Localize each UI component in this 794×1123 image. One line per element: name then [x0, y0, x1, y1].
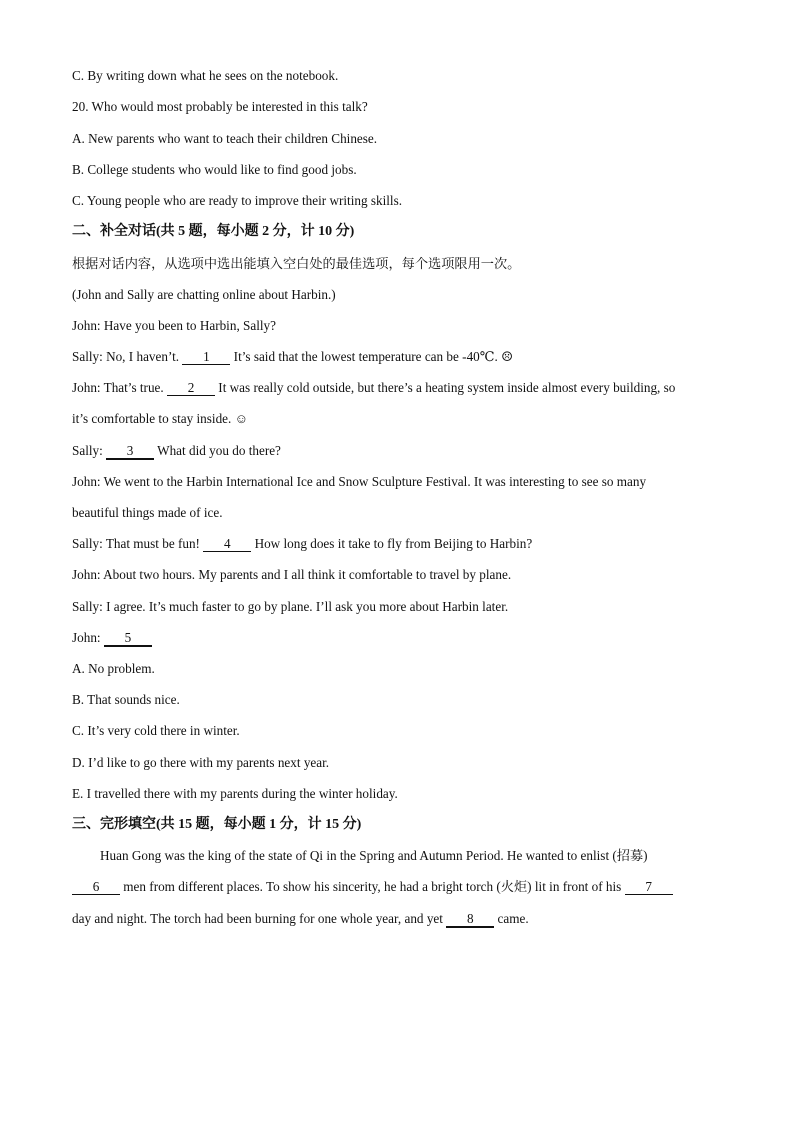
passage-line: 6 men from different places. To show his sincerity, he had a bright torch (火炬) lit in front of his 7	[72, 878, 673, 896]
choice-option-a: A. No problem.	[72, 661, 155, 676]
dialogue-line: Sally: No, I haven’t. 1 It’s said that the lowest temperature can be -40℃. ☹	[72, 349, 513, 364]
section3-heading: 三、完形填空(共 15 题，每小题 1 分，计 15 分)	[72, 817, 362, 832]
dialogue-line: Sally: I agree. It’s much faster to go by plane. I’ll ask you more about Harbin later.	[72, 599, 509, 614]
answer-blank-2: 2	[167, 381, 215, 396]
dialogue-line-cont: beautiful things made of ice.	[72, 505, 223, 520]
answer-blank-5: 5	[104, 631, 152, 647]
dialogue-line-cont: it’s comfortable to stay inside. ☺	[72, 411, 249, 426]
answer-blank-6: 6	[72, 880, 120, 895]
q20-question: 20. Who would most probably be interested in this talk?	[72, 99, 368, 114]
dialogue-line: John: About two hours. My parents and I all think it comfortable to travel by plane.	[72, 567, 512, 582]
answer-blank-3: 3	[106, 444, 154, 460]
answer-blank-7: 7	[625, 880, 673, 895]
dialogue-line: John: Have you been to Harbin, Sally?	[72, 318, 276, 333]
section2-heading: 二、补全对话(共 5 题，每小题 2 分，计 10 分)	[72, 224, 355, 239]
dialogue-line: John: We went to the Harbin International Ice and Snow Sculpture Festival. It was interesting to see so many	[72, 474, 647, 489]
passage-line: day and night. The torch had been burning for one whole year, and yet 8 came.	[72, 911, 529, 926]
q20-option-a: A. New parents who want to teach their children Chinese.	[72, 131, 378, 146]
answer-blank-8: 8	[446, 912, 494, 928]
dialogue-line: John: 5	[72, 629, 152, 647]
q19-option-c: C. By writing down what he sees on the notebook.	[72, 68, 339, 83]
choice-option-c: C. It’s very cold there in winter.	[72, 723, 240, 738]
dialogue-line: John: That’s true. 2 It was really cold outside, but there’s a heating system inside almost every building, so	[72, 380, 676, 395]
q20-option-c: C. Young people who are ready to improve their writing skills.	[72, 193, 403, 208]
answer-blank-1: 1	[182, 350, 230, 365]
dialogue-line: Sally: 3 What did you do there?	[72, 443, 281, 458]
q20-option-b: B. College students who would like to find good jobs.	[72, 162, 357, 177]
dialogue-line: Sally: That must be fun! 4 How long does it take to fly from Beijing to Harbin?	[72, 536, 533, 551]
dialogue-context: (John and Sally are chatting online about Harbin.)	[72, 287, 336, 302]
choice-option-e: E. I travelled there with my parents during the winter holiday.	[72, 786, 398, 801]
choice-option-d: D. I’d like to go there with my parents next year.	[72, 755, 330, 770]
choice-option-b: B. That sounds nice.	[72, 692, 180, 707]
section2-instruction: 根据对话内容，从选项中选出能填入空白处的最佳选项，每个选项限用一次。	[72, 256, 521, 271]
answer-blank-4: 4	[203, 537, 251, 552]
passage-line: Huan Gong was the king of the state of Qi in the Spring and Autumn Period. He wanted to enlist (招募)	[100, 848, 648, 863]
